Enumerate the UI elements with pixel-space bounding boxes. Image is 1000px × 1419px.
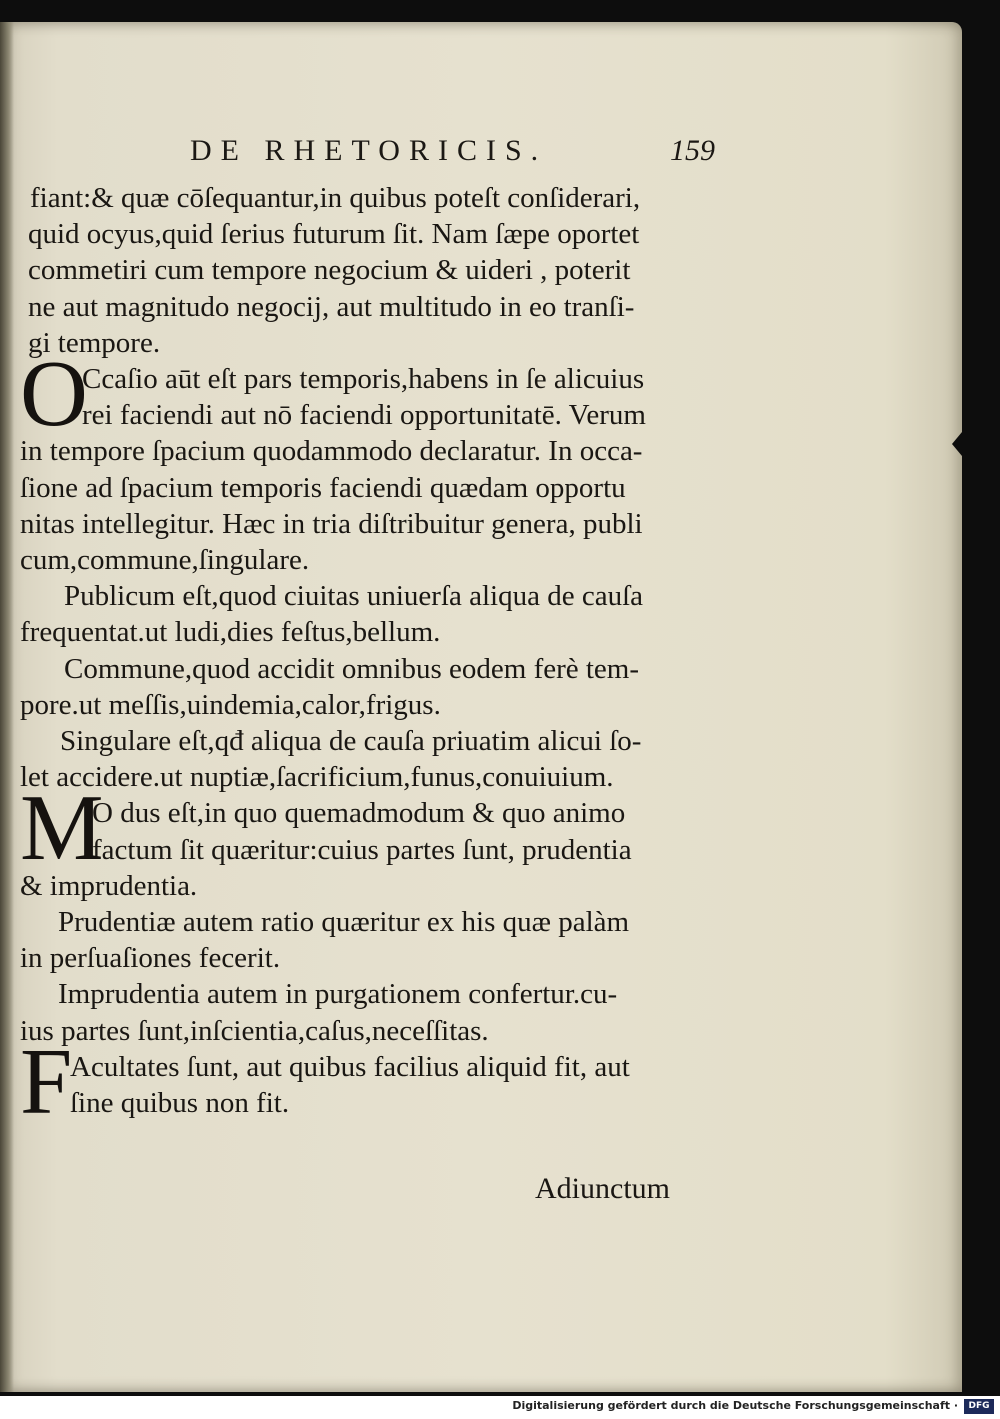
- page-edge-notch: [952, 432, 962, 456]
- text-line: factum ſit quæritur:cuius partes ſunt, prudentia: [92, 834, 632, 866]
- drop-cap: M: [20, 776, 104, 880]
- text-line: quid ocyus,quid ſerius futurum ſit. Nam ſæpe oportet: [28, 218, 640, 250]
- text-line: Acultates ſunt, aut quibus facilius aliquid fit, aut: [70, 1051, 630, 1083]
- text-line: in tempore ſpacium quodammodo declaratur. In occa-: [20, 435, 643, 467]
- drop-cap: F: [20, 1030, 73, 1134]
- text-line: Prudentiæ autem ratio quæritur ex his quæ palàm: [58, 906, 630, 938]
- text-line: O dus eſt,in quo quemadmodum & quo animo: [92, 797, 626, 829]
- text-line: gi tempore.: [28, 327, 161, 359]
- text-line: frequentat.ut ludi,dies feſtus,bellum.: [20, 616, 441, 648]
- book-page: [0, 22, 962, 1392]
- text-line: Ccaſio aūt eſt pars temporis,habens in ſe alicuius: [82, 363, 645, 395]
- dfg-logo-icon: DFG: [964, 1399, 994, 1414]
- text-line: nitas intellegitur. Hæc in tria diſtribuitur genera, publi: [20, 508, 643, 540]
- page-gutter-shadow: [0, 22, 14, 1392]
- text-line: in perſuaſiones fecerit.: [20, 942, 281, 974]
- text-line: ius partes ſunt,inſcientia,caſus,neceſſitas.: [20, 1015, 489, 1047]
- text-line: pore.ut meſſis,uindemia,calor,frigus.: [20, 689, 441, 721]
- text-line: let accidere.ut nuptiæ,ſacrificium,funus,conuiuium.: [20, 761, 614, 793]
- text-line: ſione ad ſpacium temporis faciendi quædam opportu: [20, 472, 626, 504]
- footer-bar: [0, 1396, 1000, 1419]
- text-line: ſine quibus non fit.: [70, 1087, 290, 1119]
- catchword: Adiunctum: [535, 1172, 670, 1205]
- text-line: rei faciendi aut nō faciendi opportunitatē. Verum: [82, 399, 646, 431]
- text-line: Imprudentia autem in purgationem confertur.cu-: [58, 978, 618, 1010]
- text-line: fiant:& quæ cōſequantur,in quibus poteſt conſiderari,: [30, 182, 641, 214]
- text-line: commetiri cum tempore negocium & uideri , poterit: [28, 254, 631, 286]
- text-line: Singulare eſt,qđ aliqua de cauſa priuatim alicui ſo-: [60, 725, 642, 757]
- text-line: Commune,quod accidit omnibus eodem ferè tem-: [64, 653, 640, 685]
- page-number: 159: [670, 134, 715, 167]
- text-line: Publicum eſt,quod ciuitas uniuerſa aliqua de cauſa: [64, 580, 644, 612]
- drop-cap: O: [20, 342, 88, 446]
- text-line: & imprudentia.: [20, 870, 198, 902]
- running-head: DE RHETORICIS.: [190, 134, 548, 167]
- funding-credit: Digitalisierung gefördert durch die Deutsche Forschungsgemeinschaft ·: [512, 1399, 958, 1412]
- text-line: ne aut magnitudo negocij, aut multitudo in eo tranſi-: [28, 291, 635, 323]
- text-line: cum,commune,ſingulare.: [20, 544, 310, 576]
